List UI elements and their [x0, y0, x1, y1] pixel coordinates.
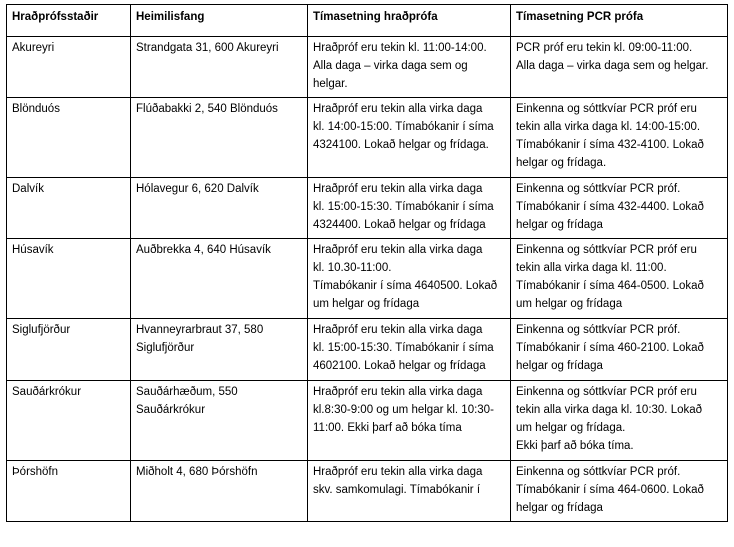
cell-rapid-times: Hraðpróf eru tekin alla virka daga kl.8:30-9:00 og um helgar kl. 10:30- 11:00. Ekki þarf að bóka tíma — [308, 381, 511, 461]
cell-place: Þórshöfn — [7, 461, 131, 522]
table-row — [7, 98, 728, 178]
table-header-row — [7, 5, 728, 37]
cell-address: Flúðabakki 2, 540 Blönduós — [131, 98, 308, 178]
cell-address: Hvanneyrarbraut 37, 580 Siglufjörður — [131, 319, 308, 381]
cell-address: Auðbrekka 4, 640 Húsavík — [131, 239, 308, 319]
cell-rapid-times: Hraðpróf eru tekin alla virka daga kl. 15:00-15:30. Tímabókanir í síma 4324400. Lokað helgar og frídaga — [308, 178, 511, 239]
header-pcr-test-times: Tímasetning PCR prófa — [511, 5, 728, 37]
document-page — [6, 4, 728, 522]
cell-place: Blönduós — [7, 98, 131, 178]
cell-address: Miðholt 4, 680 Þórshöfn — [131, 461, 308, 522]
cell-address: Hólavegur 6, 620 Dalvík — [131, 178, 308, 239]
table-row — [7, 461, 728, 522]
cell-address: Strandgata 31, 600 Akureyri — [131, 37, 308, 98]
cell-rapid-times: Hraðpróf eru tekin kl. 11:00-14:00. Alla daga – virka daga sem og helgar. — [308, 37, 511, 98]
cell-rapid-times: Hraðpróf eru tekin alla virka daga kl. 15:00-15:30. Tímabókanir í síma 4602100. Lokað helgar og frídaga — [308, 319, 511, 381]
header-place: Hraðprófsstaðir — [7, 5, 131, 37]
cell-pcr-times: Einkenna og sóttkvíar PCR próf. Tímabókanir í síma 460-2100. Lokað helgar og frídaga — [511, 319, 728, 381]
cell-rapid-times: Hraðpróf eru tekin alla virka daga skv. samkomulagi. Tímabókanir í — [308, 461, 511, 522]
cell-pcr-times: Einkenna og sóttkvíar PCR próf eru tekin alla virka daga kl. 14:00-15:00. Tímabókanir í síma 432-4100. Lokað helgar og frídaga. — [511, 98, 728, 178]
cell-pcr-times: PCR próf eru tekin kl. 09:00-11:00. Alla daga – virka daga sem og helgar. — [511, 37, 728, 98]
cell-pcr-times: Einkenna og sóttkvíar PCR próf. Tímabókanir í síma 464-0600. Lokað helgar og frídaga — [511, 461, 728, 522]
cell-place: Sauðárkrókur — [7, 381, 131, 461]
cell-place: Húsavík — [7, 239, 131, 319]
table-row — [7, 381, 728, 461]
testing-locations-table — [6, 4, 728, 522]
header-rapid-test-times: Tímasetning hraðprófa — [308, 5, 511, 37]
cell-pcr-times: Einkenna og sóttkvíar PCR próf. Tímabókanir í síma 432-4400. Lokað helgar og frídaga — [511, 178, 728, 239]
cell-pcr-times: Einkenna og sóttkvíar PCR próf eru tekin alla virka daga kl. 11:00. Tímabókanir í síma 464-0500. Lokað um helgar og frídaga — [511, 239, 728, 319]
table-row — [7, 239, 728, 319]
header-address: Heimilisfang — [131, 5, 308, 37]
cell-rapid-times: Hraðpróf eru tekin alla virka daga kl. 14:00-15:00. Tímabókanir í síma 4324100. Lokað helgar og frídaga. — [308, 98, 511, 178]
table-row — [7, 178, 728, 239]
cell-pcr-times: Einkenna og sóttkvíar PCR próf eru tekin alla virka daga kl. 10:30. Lokað um helgar og frídaga. Ekki þarf að bóka tíma. — [511, 381, 728, 461]
cell-address: Sauðárhæðum, 550 Sauðárkrókur — [131, 381, 308, 461]
cell-place: Akureyri — [7, 37, 131, 98]
cell-rapid-times: Hraðpróf eru tekin alla virka daga kl. 10.30-11:00. Tímabókanir í síma 4640500. Lokað um helgar og frídaga — [308, 239, 511, 319]
cell-place: Siglufjörður — [7, 319, 131, 381]
cell-place: Dalvík — [7, 178, 131, 239]
table-row — [7, 37, 728, 98]
table-row — [7, 319, 728, 381]
